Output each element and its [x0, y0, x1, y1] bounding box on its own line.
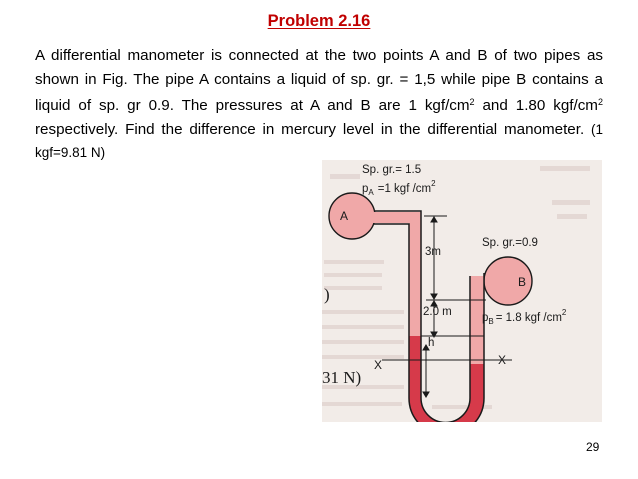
bg-paren: )	[324, 285, 330, 304]
unit-note: (1 kgf=9.81 N)	[35, 121, 603, 160]
label-pa: $p_A =1$ kgf $/cm^2$	[362, 179, 436, 197]
manometer-figure	[322, 160, 602, 422]
label-b: B	[518, 275, 527, 289]
label-b-spgr: Sp. gr.=0.9	[482, 237, 538, 249]
label-x-left: X	[374, 358, 383, 372]
label-a-spgr: Sp. gr.= 1.5	[362, 164, 422, 176]
pipe-a	[329, 193, 375, 239]
label-x-right: X	[498, 353, 507, 367]
problem-statement: A differential manometer is connected at the two points A and B of two pipes as shown in Fig. The pipe A contains a liquid of sp. gr. = 1,5 while pipe B contains a liquid of sp. gr 0.9. The pressures at A and B are 1 kgf/$cm^2$ and 1.80 kgf/$cm^2$ respectively. Find the difference in mercury level in the differential manometer. (1 kgf=9.81 N)	[35, 47, 603, 160]
slide-title: Problem 2.16	[267, 12, 371, 30]
label-2m: 2.0 m	[423, 306, 452, 318]
page-number: 29	[586, 440, 600, 454]
label-3m: 3m	[425, 246, 441, 258]
label-h: h	[428, 337, 435, 349]
left-limb-mercury	[409, 336, 421, 396]
label-a: A	[340, 209, 349, 223]
bg-fragment-n: 31 N)	[322, 368, 362, 387]
label-pb: $p_B = 1.8$ kgf $/cm^2$	[482, 308, 567, 326]
